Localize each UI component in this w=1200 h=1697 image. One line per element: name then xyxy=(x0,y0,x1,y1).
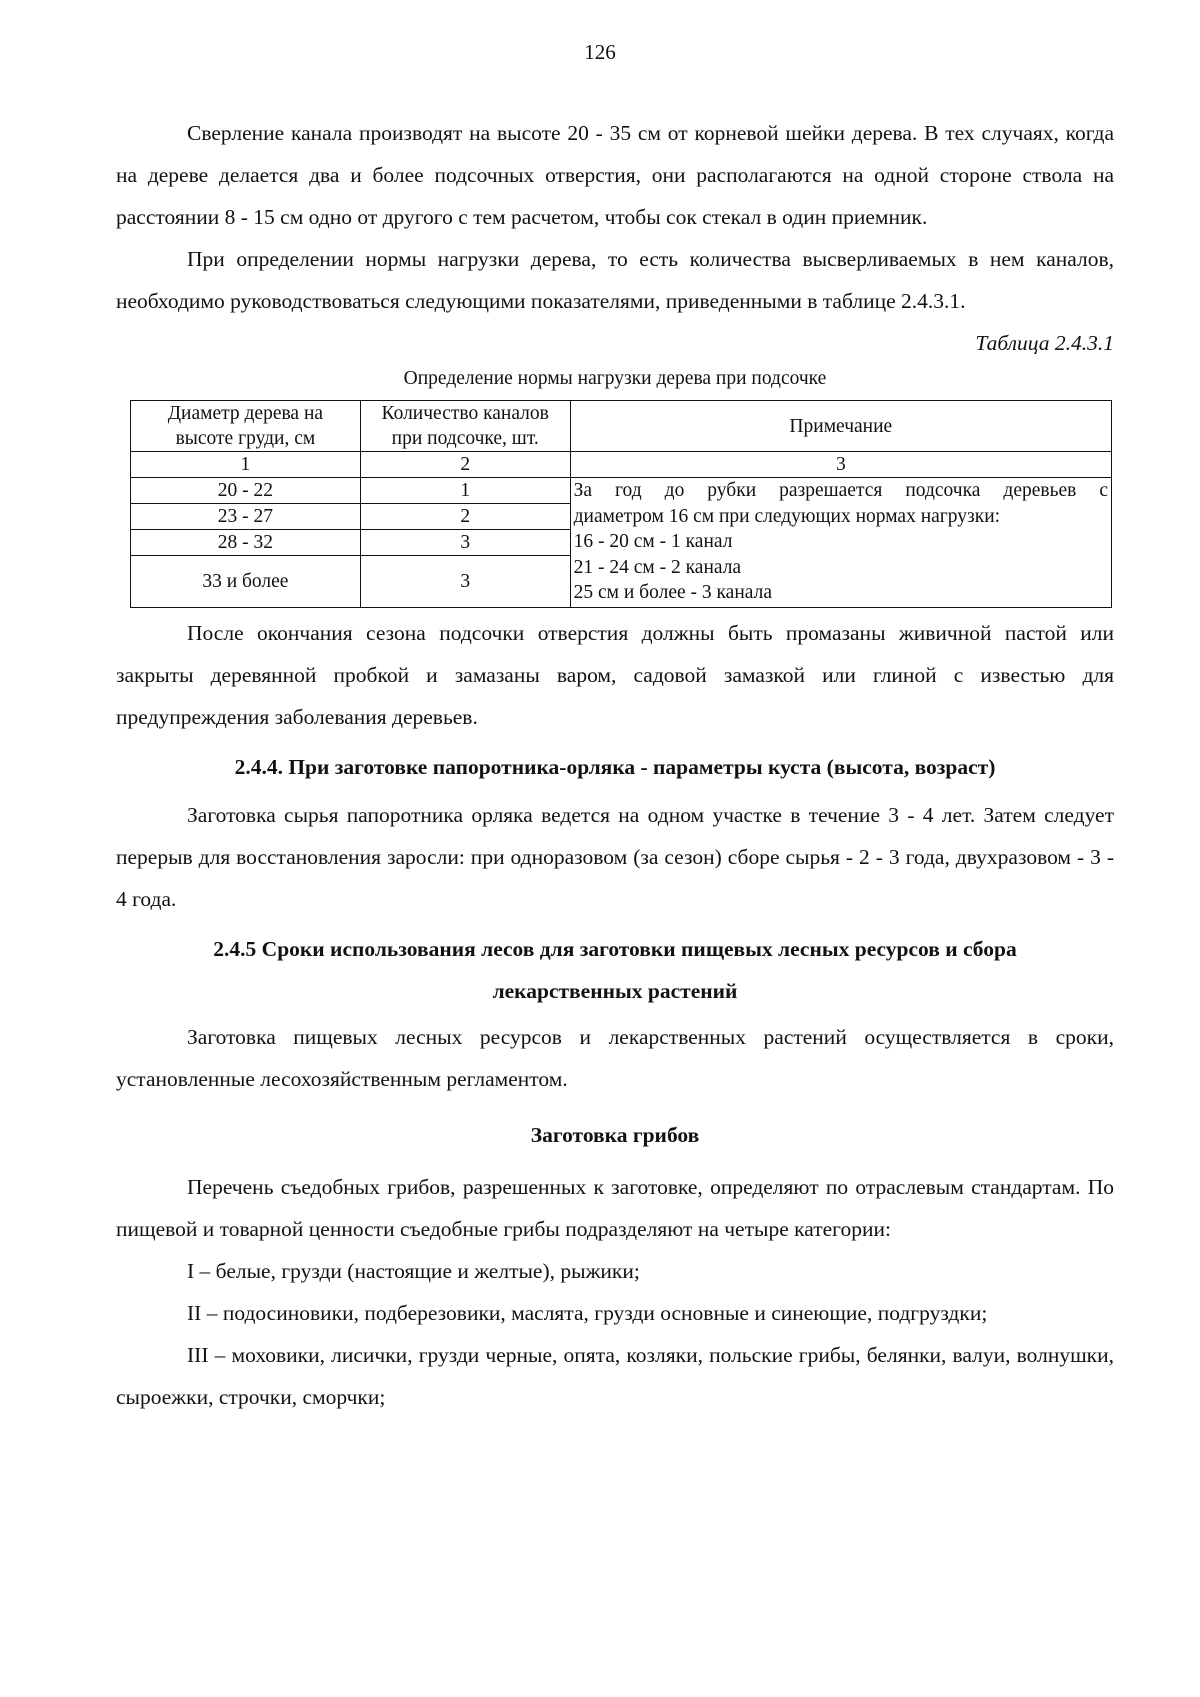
note-line: диаметром 16 см при следующих нормах нагрузки: xyxy=(573,505,1001,527)
page-number: 126 xyxy=(584,40,616,64)
paragraph-terms: Заготовка пищевых лесных ресурсов и лекарственных растений осуществляется в сроки, установленные лесохозяйственным регламентом. xyxy=(116,1025,1114,1091)
header-diameter xyxy=(131,401,361,452)
header-diameter-line1: Диаметр дерева на xyxy=(167,403,324,424)
header-channels-line2: при подсочке, шт. xyxy=(391,428,539,449)
note-line: 21 - 24 см - 2 канала xyxy=(573,556,742,578)
cell-diameter: 33 и более xyxy=(131,556,361,608)
header-channels-line1: Количество каналов xyxy=(381,403,549,424)
table-column-numbers-row xyxy=(131,452,1112,478)
heading-2-4-5 xyxy=(116,928,1114,1012)
category-2: II – подосиновики, подберезовики, маслята, грузди основные и синеющие, подгруздки; xyxy=(187,1301,988,1325)
paragraph-after-season: После окончания сезона подсочки отверстия должны быть промазаны живичной пастой или закрыты деревянной пробкой и замазаны варом, садовой замазкой или глиной с известью для предупреждения заболевания деревьев. xyxy=(116,621,1114,729)
cell-channels: 1 xyxy=(360,478,570,504)
heading-2-4-4: 2.4.4. При заготовке папоротника-орляка - параметры куста (высота, возраст) xyxy=(234,755,996,779)
header-note: Примечание xyxy=(570,401,1111,452)
heading-mushrooms: Заготовка грибов xyxy=(530,1123,700,1147)
cell-channels: 2 xyxy=(360,504,570,530)
page-content xyxy=(116,112,1114,1418)
cell-diameter: 20 - 22 xyxy=(131,478,361,504)
heading-2-4-5-line2: лекарственных растений xyxy=(492,979,738,1003)
header-diameter-line2: высоте груди, см xyxy=(175,428,316,449)
paragraph-fern: Заготовка сырья папоротника орляка ведется на одном участке в течение 3 - 4 лет. Затем следует перерыв для восстановления заросли: при одноразовом (за сезон) сборе сырья - 2 - 3 года, двухразовом - 3 - 4 года. xyxy=(116,803,1114,911)
table-header-row xyxy=(131,401,1112,452)
note-line: За год до рубки разрешается подсочка деревьев с xyxy=(573,480,1108,501)
paragraph-drilling: Сверление канала производят на высоте 20 - 35 см от корневой шейки дерева. В тех случаях, когда на дереве делается два и более подсочных отверстия, они располагаются на одной стороне ствола на расстоянии 8 - 15 см одно от другого с тем расчетом, чтобы сок стекал в один приемник. xyxy=(116,121,1114,229)
category-1: I – белые, грузди (настоящие и желтые), рыжики; xyxy=(187,1259,640,1283)
load-norm-table xyxy=(130,400,1112,608)
note-line: 16 - 20 см - 1 канал xyxy=(573,531,733,552)
table-reference: Таблица 2.4.3.1 xyxy=(975,331,1114,355)
column-number-2: 2 xyxy=(360,452,570,478)
table-row xyxy=(131,478,1112,504)
cell-diameter: 28 - 32 xyxy=(131,530,361,556)
header-channels xyxy=(360,401,570,452)
column-number-1: 1 xyxy=(131,452,361,478)
table-caption: Определение нормы нагрузки дерева при подсочке xyxy=(403,368,827,389)
paragraph-load-norm: При определении нормы нагрузки дерева, то есть количества высверливаемых в нем каналов, необходимо руководствоваться следующими показателями, приведенными в таблице 2.4.3.1. xyxy=(116,247,1114,313)
cell-channels: 3 xyxy=(360,530,570,556)
column-number-3: 3 xyxy=(570,452,1111,478)
cell-diameter: 23 - 27 xyxy=(131,504,361,530)
paragraph-mushroom-list: Перечень съедобных грибов, разрешенных к заготовке, определяют по отраслевым стандартам. По пищевой и товарной ценности съедобные грибы подразделяют на четыре категории: xyxy=(116,1175,1114,1241)
cell-note xyxy=(570,478,1111,608)
category-3: III – моховики, лисички, грузди черные, опята, козляки, польские грибы, белянки, валуи, волнушки, сыроежки, строчки, сморчки; xyxy=(116,1343,1114,1409)
heading-2-4-5-line1: 2.4.5 Сроки использования лесов для заготовки пищевых лесных ресурсов и сбора xyxy=(213,937,1017,961)
cell-channels: 3 xyxy=(360,556,570,608)
note-line: 25 см и более - 3 канала xyxy=(573,582,772,603)
